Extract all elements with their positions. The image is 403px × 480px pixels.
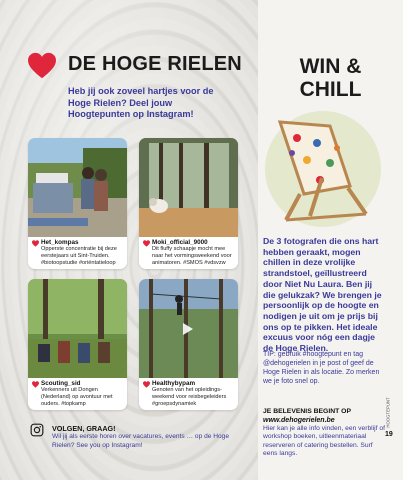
post-caption: Verkenners uit Dongen (Nederland) op avontuur met ouders. #topkamp — [41, 387, 113, 408]
post-photo — [28, 138, 127, 237]
heart-icon — [28, 52, 56, 80]
heart-icon[interactable] — [32, 240, 39, 247]
post-handle[interactable]: Moki_official_9000 — [152, 239, 208, 246]
post-photo — [139, 138, 238, 237]
instagram-icon[interactable] — [30, 423, 44, 437]
heart-icon[interactable] — [32, 381, 39, 388]
post-caption: Dit fluffy schaapje mocht mee naar het vormingsweekend voor animatoren. #SMOS #vdsvzw — [152, 246, 232, 267]
heart-icon[interactable] — [143, 381, 150, 388]
post-caption: Opperste concentratie bij deze eerstejaars uit Sint-Truiden. #biotoopstudie #oriëntatieloop — [41, 246, 117, 267]
website-link[interactable]: www.dehogerielen.be — [263, 417, 335, 424]
belevenis-heading: JE BELEVENIS BEGINT OP — [263, 408, 352, 415]
win-body: De 3 fotografen die ons hart hebben geraakt, mogen chillen in deze vrolijke strandstoel, geïllustreerd door Niet Nu Laura. Ben jij die gelukzak? We brengen je persoonlijk op de hoogte en nodigen je uit om je prijs bij ons op te pikken. Het ideale excuus voor nóg een dagje de Hoge Rielen. — [263, 236, 382, 354]
heart-icon[interactable] — [143, 240, 150, 247]
post-handle[interactable]: Het_kompas — [41, 239, 79, 246]
page-title: DE HOGE RIELEN — [68, 53, 242, 75]
post-photo — [139, 279, 238, 378]
win-heading — [258, 55, 403, 101]
intro-text: Heb jij ook zoveel hartjes voor de Hoge Rielen? Deel jouw Hoogtepunten op Instagram! — [68, 86, 214, 119]
post-handle[interactable]: Healthybypam — [152, 380, 196, 387]
beach-chair-illustration — [262, 108, 384, 230]
instagram-post-card[interactable] — [28, 138, 127, 269]
win-tip: TIP: gebruik #hoogtepunt en tag @dehogerielen in je post of geef de Hoge Rielen in als locatie. Zo merken we je foto snel op. — [263, 351, 380, 385]
post-handle[interactable]: Scouting_sid — [41, 380, 81, 387]
instagram-post-card[interactable] — [139, 138, 238, 269]
page-number: 19 — [385, 431, 393, 438]
belevenis-text: Hier kan je alle info vinden, een verblijf of workshop boeken, uitleenmateriaal reserveren of catering bestellen. Surf eens langs. — [263, 425, 385, 458]
instagram-post-card[interactable] — [28, 279, 127, 410]
follow-text: Wil jij als eerste horen over vacatures, events … op de Hoge Rielen? See you op Instagram! — [52, 433, 230, 449]
section-label-text: HOOGTEPUNT — [385, 397, 391, 428]
instagram-post-card[interactable] — [139, 279, 238, 410]
win-heading-line-1: WIN & — [299, 55, 362, 78]
win-heading-line-2: CHILL — [299, 78, 362, 101]
follow-heading: VOLGEN, GRAAG! — [52, 424, 116, 433]
post-caption: Genoten van het opleidings-weekend voor reisbegeleiders #groepsdynamiek — [152, 387, 227, 408]
post-photo — [28, 279, 127, 378]
